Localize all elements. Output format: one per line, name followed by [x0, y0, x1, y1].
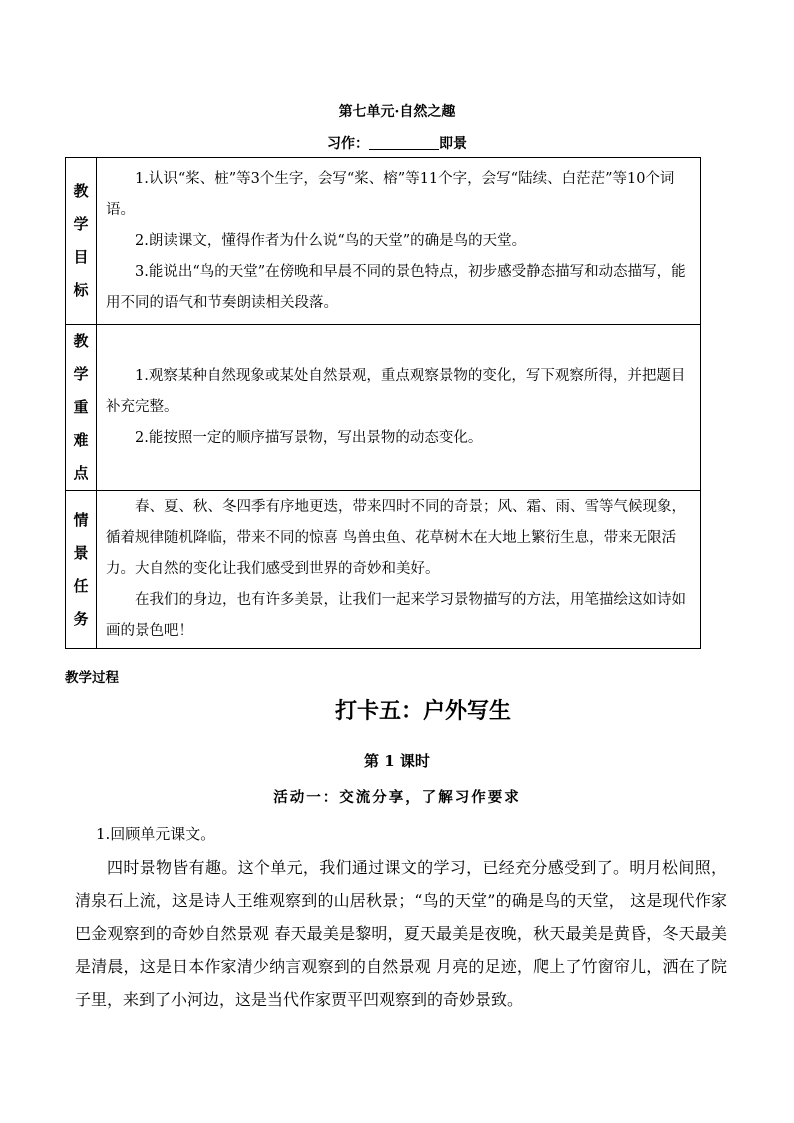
- header-char: 学: [73, 215, 89, 233]
- exercise-suffix: 即景: [439, 136, 467, 152]
- section-item: 1.回顾单元课文。: [96, 825, 216, 843]
- table-row-key-points: [66, 325, 701, 491]
- header-char: 任: [73, 576, 89, 595]
- header-char: 教: [73, 332, 89, 350]
- lesson-heading: 第 1 课时: [364, 752, 430, 770]
- header-char: 目: [73, 248, 89, 266]
- header-char: 标: [73, 281, 89, 299]
- key-point-item: 1.观察某种自然现象或某处自然景观，重点观察景物的变化，写下观察所得，并把题目补充完整。: [106, 368, 686, 415]
- objective-item: 2.朗读课文，懂得作者为什么说“鸟的天堂”的确是鸟的天堂。: [135, 232, 527, 249]
- daka-heading: 打卡五：户外写生: [334, 699, 511, 724]
- exercise-title: [0, 133, 794, 153]
- exercise-blank: [369, 135, 439, 150]
- header-char: 务: [73, 609, 89, 628]
- objective-item: 3.能说出“鸟的天堂”在傍晚和早晨不同的景色特点，初步感受静态描写和动态描写，能用不同的语气和节奏朗读相关段落。: [106, 263, 686, 311]
- lesson-info-table: [65, 157, 701, 649]
- section-paragraph: 四时景物皆有趣。这个单元，我们通过课文的学习，已经充分感受到了。明月松间照，清泉石上流，这是诗人王维观察到的山居秋景；“鸟的天堂”的确是鸟的天堂， 这是现代作家巴金观察到的奇妙自然景观 春天最美是黎明，夏天最美是夜晚，秋天最美是黄昏，冬天最美是清晨，这是日本作家清少纳言观察到的自然景观 月亮的足迹，爬上了竹窗帘儿，洒在了院子里，来到了小河边，这是当代作家贾平凹观察到的奇妙景致。: [75, 858, 727, 1009]
- header-char: 景: [73, 543, 89, 562]
- row-body-objectives: [97, 158, 701, 325]
- header-char: 点: [73, 464, 89, 482]
- objective-item: 1.认识“桨、桩”等3个生字，会写“桨、榕”等11个字，会写“陆续、白茫茫”等10个词语。: [106, 170, 675, 218]
- activity-section: [75, 818, 727, 1016]
- row-body-key-points: [97, 325, 701, 491]
- unit-title: 第七单元·自然之趣: [338, 104, 456, 120]
- table-row-scenario: [66, 491, 701, 649]
- row-header-key-points: [66, 325, 97, 491]
- activity-heading: 活动一：交流分享，了解习作要求: [273, 789, 521, 806]
- scenario-paragraph: 在我们的身边，也有许多美景，让我们一起来学习景物描写的方法，用笔描绘这如诗如画的景色吧！: [106, 592, 686, 639]
- header-char: 教: [73, 182, 89, 200]
- key-point-item: 2.能按照一定的顺序描写景物，写出景物的动态变化。: [135, 430, 483, 446]
- header-char: 重: [73, 398, 89, 416]
- row-header-objectives: [66, 158, 97, 325]
- exercise-prefix: 习作：: [327, 136, 369, 152]
- table-row-objectives: [66, 158, 701, 325]
- row-body-scenario: [97, 491, 701, 649]
- row-header-scenario: [66, 491, 97, 649]
- teaching-process-label: 教学过程: [65, 670, 119, 686]
- header-char: 难: [73, 431, 89, 449]
- scenario-paragraph: 春、夏、秋、冬四季有序地更迭，带来四时不同的奇景；风、霜、雨、雪等气候现象，循着规律随机降临，带来不同的惊喜 鸟兽虫鱼、花草树木在大地上繁衍生息，带来无限活力。大自然的变化让我们感受到世界的奇妙和美好。: [106, 499, 686, 577]
- header-char: 学: [73, 365, 89, 383]
- header-char: 情: [73, 510, 89, 529]
